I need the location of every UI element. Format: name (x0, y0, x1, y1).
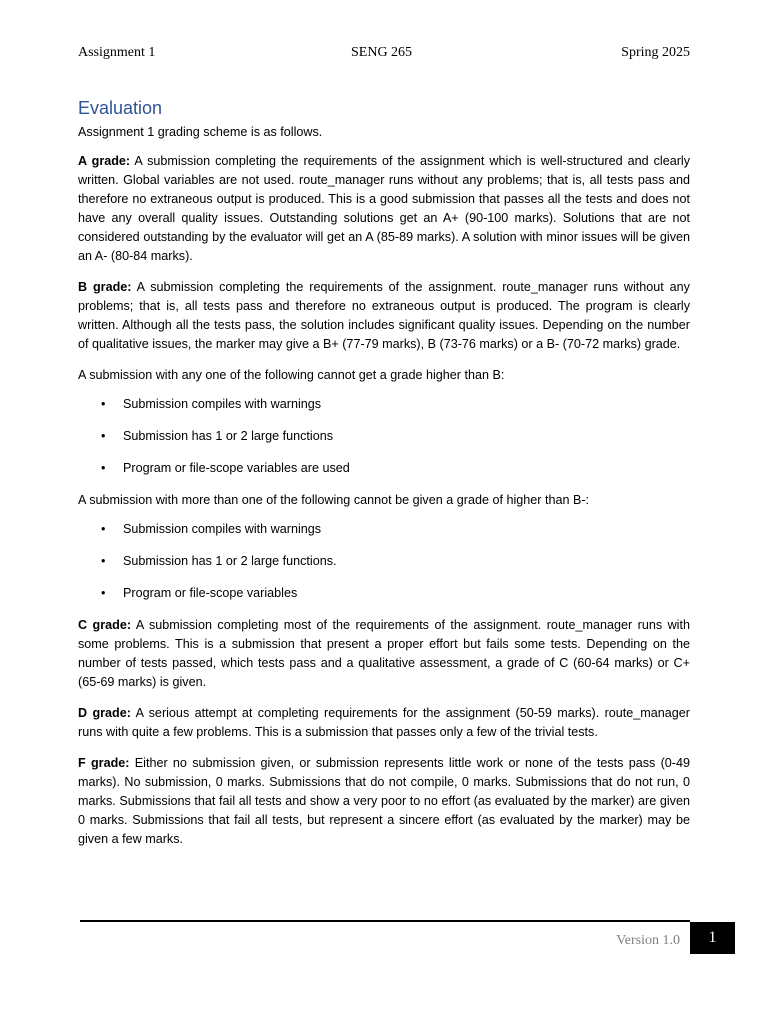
list-item-text: Submission compiles with warnings (123, 397, 322, 411)
bullet-icon: • (101, 429, 106, 443)
grade-f-paragraph (78, 754, 690, 849)
grade-f-label: F grade: (78, 756, 130, 770)
header-course-code: SENG 265 (351, 45, 413, 60)
list-item-text: Program or file-scope variables are used (123, 461, 350, 475)
list-item (78, 552, 690, 571)
bullet-icon: • (101, 522, 106, 536)
bullet-icon: • (101, 586, 106, 600)
header-term: Spring 2025 (621, 45, 690, 60)
intro-paragraph: Assignment 1 grading scheme is as follows. (78, 125, 323, 139)
grade-d-text: A serious attempt at completing requirements for the assignment (50-59 marks). route_manager runs with quite a few problems. This is a submission that passes only a few of the trivial tests. (78, 706, 690, 739)
footer-divider (80, 920, 690, 922)
list-item-text: Submission has 1 or 2 large functions (123, 429, 334, 443)
grade-a-label: A grade: (78, 154, 131, 168)
list-item (78, 520, 690, 539)
list-b (78, 395, 690, 478)
list-item-text: Submission compiles with warnings (123, 522, 322, 536)
list-bminus-lead: A submission with more than one of the following cannot be given a grade of higher than B-: (78, 493, 590, 507)
list-item (78, 584, 690, 603)
list-item (78, 459, 690, 478)
list-item (78, 395, 690, 414)
bullet-icon: • (101, 554, 106, 568)
grade-d-label: D grade: (78, 706, 131, 720)
document-body (78, 95, 690, 861)
list-item (78, 427, 690, 446)
list-item-text: Submission has 1 or 2 large functions. (123, 554, 337, 568)
grade-a-text: A submission completing the requirements of the assignment which is well-structured and clearly written. Global variables are not used. route_manager runs without any problems; that is, all tests pass and therefore no extraneous output is produced. This is a good submission that passes all the tests and does not have any overall quality issues. Outstanding solutions get an A+ (90-100 marks). Solutions that are not considered outstanding by the evaluator will get an A (85-89 marks). A solution with minor issues will be given an A- (80-84 marks). (78, 154, 690, 263)
grade-c-text: A submission completing most of the requirements of the assignment. route_manager runs with some problems. This is a submission that present a proper effort but fails some tests. Depending on the number of tests passed, which tests pass and a qualitative assessment, a grade of C (60-64 marks) or C+ (65-69 marks) is given. (78, 618, 690, 689)
grade-b-paragraph (78, 278, 690, 354)
footer-version: Version 1.0 (616, 933, 680, 948)
grade-f-text: Either no submission given, or submission represents little work or none of the tests pass (0-49 marks). No submission, 0 marks. Submissions that do not compile, 0 marks. Submissions that do not run, 0 marks. Submissions that fail all tests and show a very poor to no effort (as evaluated by the marker) are given 0 marks. Submissions that fail all tests, but represent a sincere effort (as evaluated by the marker) may be given a few marks. (78, 756, 690, 846)
header-course-assignment: Assignment 1 (78, 45, 156, 60)
list-bminus (78, 520, 690, 603)
grade-b-label: B grade: (78, 280, 132, 294)
page-header (78, 45, 690, 67)
page-number: 1 (690, 922, 735, 954)
list-item-text: Program or file-scope variables (123, 586, 298, 600)
grade-b-text: A submission completing the requirements of the assignment. route_manager runs without any problems; that is, all tests pass and therefore no extraneous output is produced. The program is clearly written. Although all the tests pass, the solution includes significant quality issues. Depending on the number of qualitative issues, the marker may give a B+ (77-79 marks), B (73-76 marks) or a B- (70-72 marks) grade. (78, 280, 690, 351)
grade-c-paragraph (78, 616, 690, 692)
grade-a-paragraph (78, 152, 690, 266)
grade-c-label: C grade: (78, 618, 132, 632)
grade-d-paragraph (78, 704, 690, 742)
bullet-icon: • (101, 461, 106, 475)
bullet-icon: • (101, 397, 106, 411)
section-title: Evaluation (78, 98, 163, 118)
list-b-lead: A submission with any one of the following cannot get a grade higher than B: (78, 368, 505, 382)
